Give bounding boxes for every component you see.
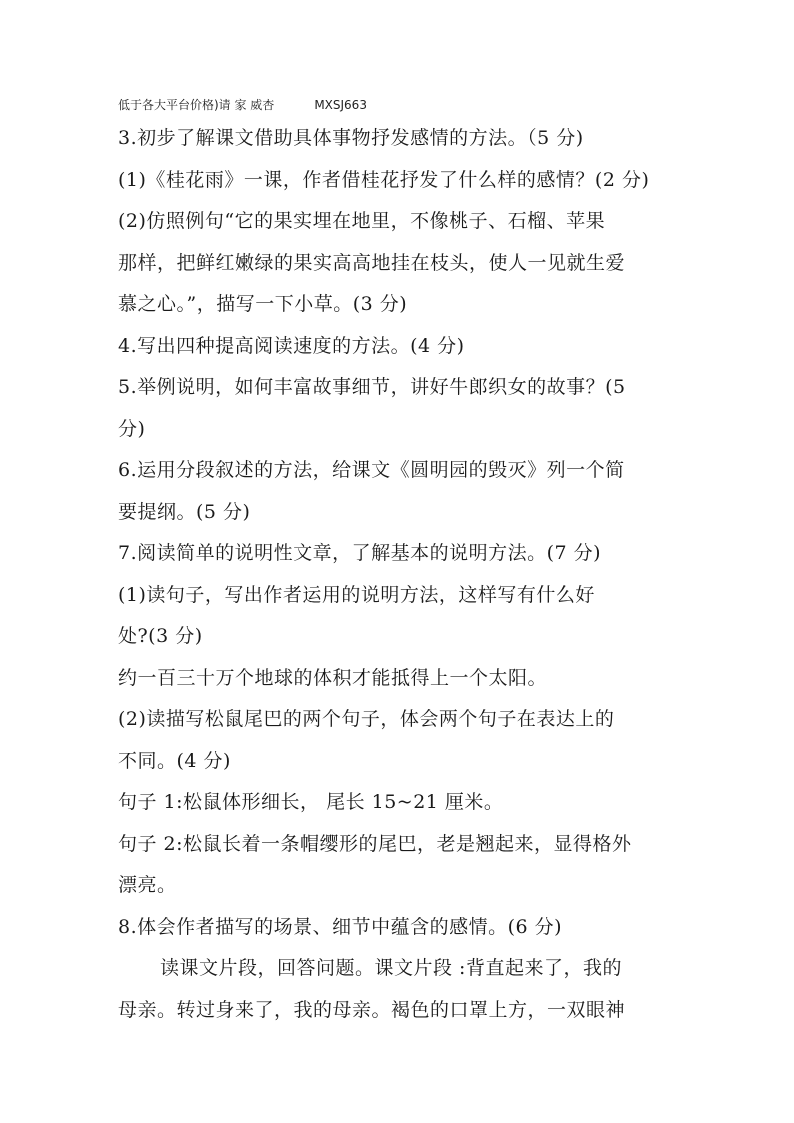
sentence-2-line-2: 漂亮。 [118, 874, 177, 896]
question-3-part-2-line-3: 慕之心。”，描写一下小草。(3 分) [118, 293, 408, 315]
question-7-part-1-line-1: (1)读句子，写出作者运用的说明方法，这样写有什么好 [118, 584, 595, 606]
passage-line-1: 读课文片段，回答问题。课文片段 :背直起来了，我的 [160, 957, 622, 979]
question-7-part-2-line-2: 不同。(4 分) [118, 750, 231, 772]
example-sentence: 约一百三十万个地球的体积才能抵得上一个太阳。 [118, 667, 548, 689]
question-5-line-1: 5.举例说明，如何丰富故事细节，讲好牛郎织女的故事？(5 [118, 376, 626, 398]
question-7-part-2-line-1: (2)读描写松鼠尾巴的两个句子，体会两个句子在表达上的 [118, 708, 615, 730]
question-3-part-2-line-1: (2)仿照例句“它的果实埋在地里，不像桃子、石榴、苹果 [118, 210, 606, 232]
sentence-1: 句子 1:松鼠体形细长， 尾长 15~21 厘米。 [118, 791, 504, 813]
question-3: 3.初步了解课文借助具体事物抒发感情的方法。（5 分) [118, 127, 584, 149]
question-3-part-1: (1)《桂花雨》一课，作者借桂花抒发了什么样的感情？(2 分) [118, 169, 650, 191]
header-text: 低于各大平台价格)请 家 威杏 [118, 98, 275, 112]
sentence-2-line-1: 句子 2:松鼠长着一条帽缨形的尾巴，老是翘起来，显得格外 [118, 833, 632, 855]
question-4: 4.写出四种提高阅读速度的方法。(4 分) [118, 335, 465, 357]
passage-line-2: 母亲。转过身来了，我的母亲。褐色的口罩上方，一双眼神 [118, 999, 626, 1021]
question-7-part-1-line-2: 处?(3 分) [118, 625, 203, 647]
page-header [118, 96, 367, 113]
question-7: 7.阅读简单的说明性文章，了解基本的说明方法。(7 分) [118, 542, 602, 564]
question-3-part-2-line-2: 那样，把鲜红嫩绿的果实高高地挂在枝头，使人一见就生爱 [118, 252, 626, 274]
question-6-line-1: 6.运用分段叙述的方法，给课文《圆明园的毁灭》列一个简 [118, 459, 625, 481]
question-8: 8.体会作者描写的场景、细节中蕴含的感情。(6 分) [118, 916, 563, 938]
question-6-line-2: 要提纲。(5 分) [118, 501, 251, 523]
header-code: MXSJ663 [314, 98, 367, 112]
question-5-line-2: 分) [118, 418, 146, 440]
